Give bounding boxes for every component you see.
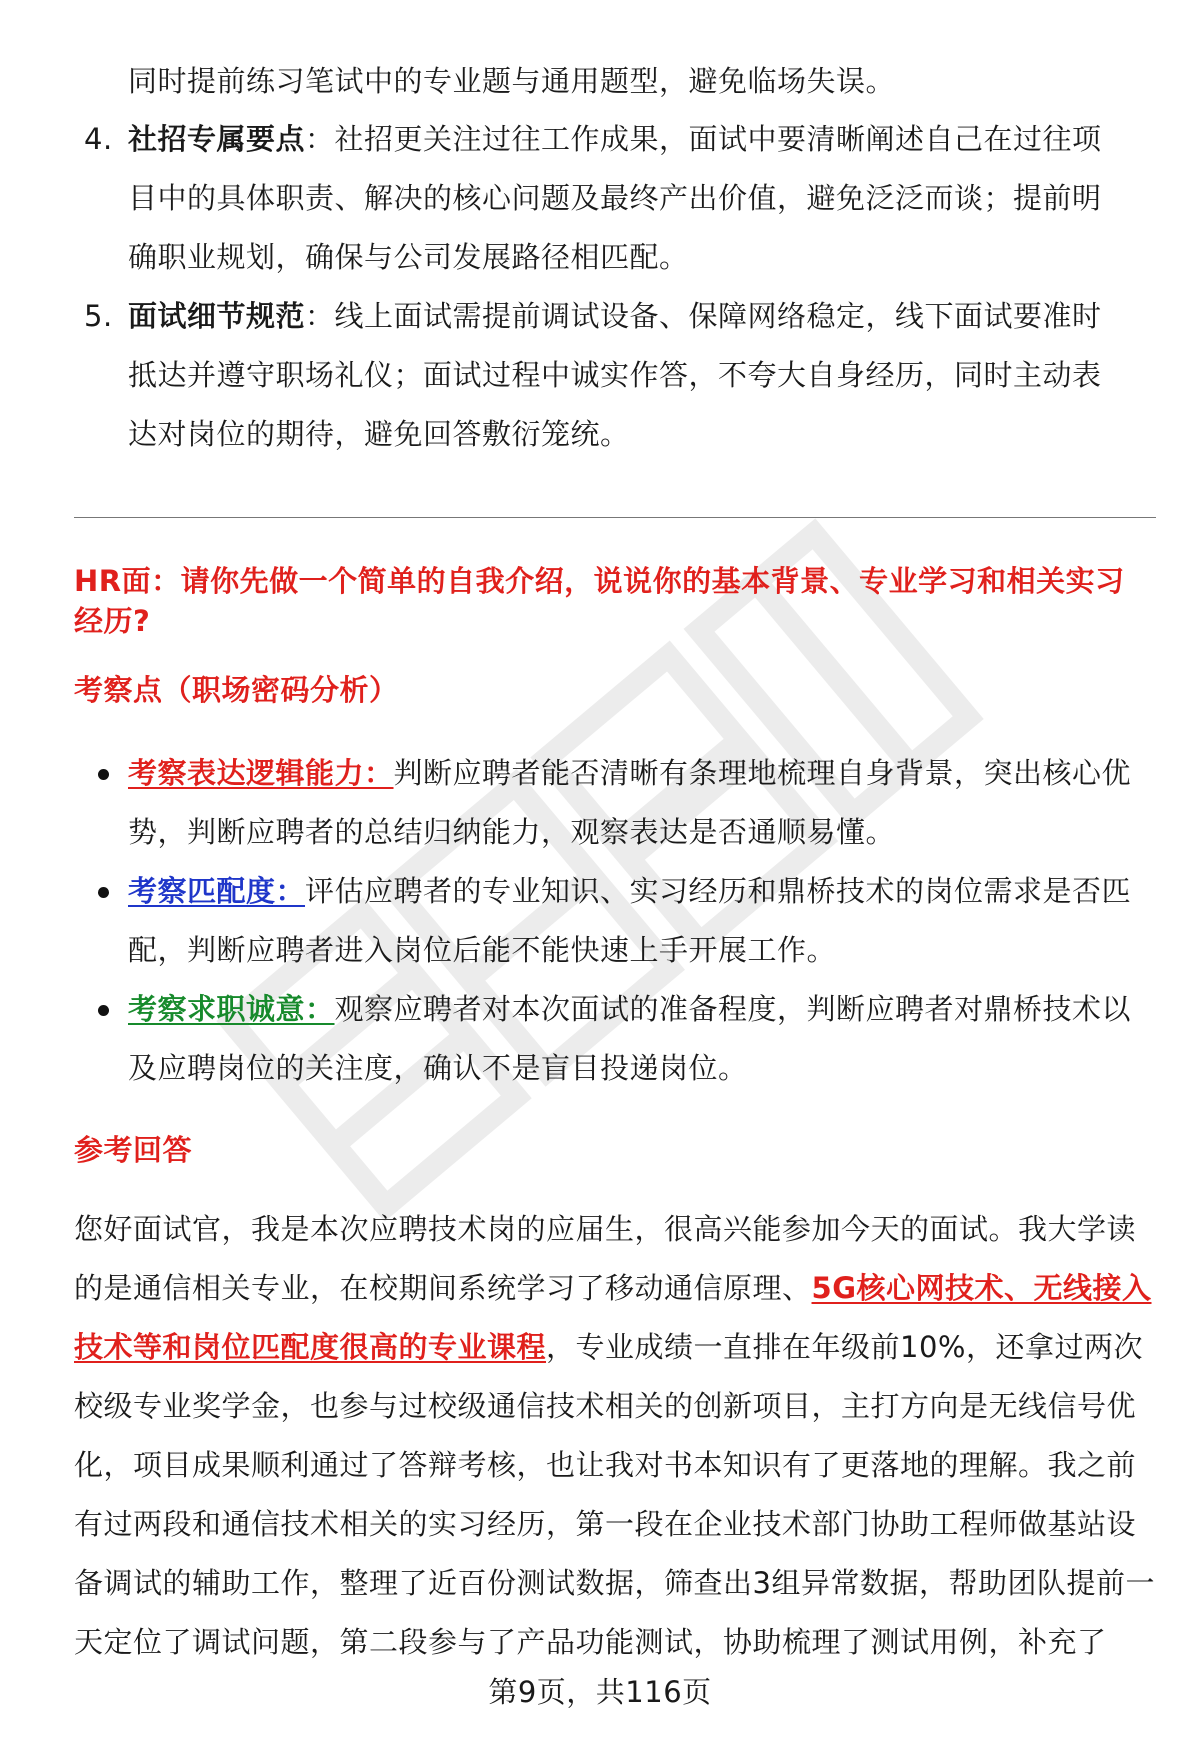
list-item xyxy=(92,862,1156,980)
points-list xyxy=(92,744,1156,1098)
page-footer: 第9页，共116页 xyxy=(488,1675,712,1709)
answer-text: 您好面试官，我是本次应聘技术岗的应届生，很高兴能参加今天的面试。我大学读的是通信相关专业，在校期间系统学习了移动通信原理、 xyxy=(74,1212,1137,1305)
list-item-body xyxy=(128,980,1138,1098)
tips-list xyxy=(84,110,1154,464)
list-item xyxy=(92,744,1156,862)
divider xyxy=(74,517,1156,518)
separator: ： xyxy=(305,122,335,156)
question-heading: HR面：请你先做一个简单的自我介绍，说说你的基本背景、专业学习和相关实习经历? xyxy=(74,564,1125,638)
answer-heading: 参考回答 xyxy=(74,1133,193,1167)
answer-paragraph xyxy=(74,1200,1156,1672)
list-item xyxy=(92,980,1156,1098)
list-number: 5. xyxy=(84,299,113,333)
list-item-body xyxy=(128,862,1138,980)
separator: ： xyxy=(305,299,335,333)
answer-highlight: 5G核心网技术、无线接入技术等和岗位匹配度很高的专业课程 xyxy=(74,1271,1152,1364)
tip-title: 社招专属要点 xyxy=(128,122,306,156)
point-lead: 考察求职诚意： xyxy=(128,992,335,1026)
list-item xyxy=(84,110,1154,287)
tip-body: 社招更关注过往工作成果，面试中要清晰阐述自己在过往项目中的具体职责、解决的核心问题及最终产出价值，避免泛泛而谈；提前明确职业规划，确保与公司发展路径相匹配。 xyxy=(128,122,1102,274)
point-body: 评估应聘者的专业知识、实习经历和鼎桥技术的岗位需求是否匹配，判断应聘者进入岗位后能不能快速上手开展工作。 xyxy=(128,874,1132,967)
points-heading: 考察点（职场密码分析） xyxy=(74,673,399,707)
list-item xyxy=(84,287,1154,464)
bullet xyxy=(92,980,128,1098)
list-item-body xyxy=(128,744,1138,862)
continuation-text: 同时提前练习笔试中的专业题与通用题型，避免临场失误。 xyxy=(128,64,896,98)
list-item-body xyxy=(128,287,1128,464)
bullet xyxy=(92,862,128,980)
point-body: 判断应聘者能否清晰有条理地梳理自身背景，突出核心优势，判断应聘者的总结归纳能力，观察表达是否通顺易懂。 xyxy=(128,756,1132,849)
tip-body: 线上面试需提前调试设备、保障网络稳定，线下面试要准时抵达并遵守职场礼仪；面试过程中诚实作答，不夸大自身经历，同时主动表达对岗位的期待，避免回答敷衍笼统。 xyxy=(128,299,1102,451)
point-lead: 考察表达逻辑能力： xyxy=(128,756,394,790)
list-number: 4. xyxy=(84,122,113,156)
point-body: 观察应聘者对本次面试的准备程度，判断应聘者对鼎桥技术以及应聘岗位的关注度，确认不是盲目投递岗位。 xyxy=(128,992,1132,1085)
tip-title: 面试细节规范 xyxy=(128,299,306,333)
point-lead: 考察匹配度： xyxy=(128,874,306,908)
answer-text: ，专业成绩一直排在年级前10%，还拿过两次校级专业奖学金，也参与过校级通信技术相关的创新项目，主打方向是无线信号优化，项目成果顺利通过了答辩考核，也让我对书本知识有了更落地的理解。我之前有过两段和通信技术相关的实习经历，第一段在企业技术部门协助工程师做基站设备调试的辅助工作，整理了近百份测试数据，筛查出3组异常数据，帮助团队提前一天定位了调试问题，第二段参与了产品功能测试，协助梳理了测试用例，补充了 xyxy=(74,1330,1155,1659)
list-item-body xyxy=(128,110,1128,287)
bullet xyxy=(92,744,128,862)
